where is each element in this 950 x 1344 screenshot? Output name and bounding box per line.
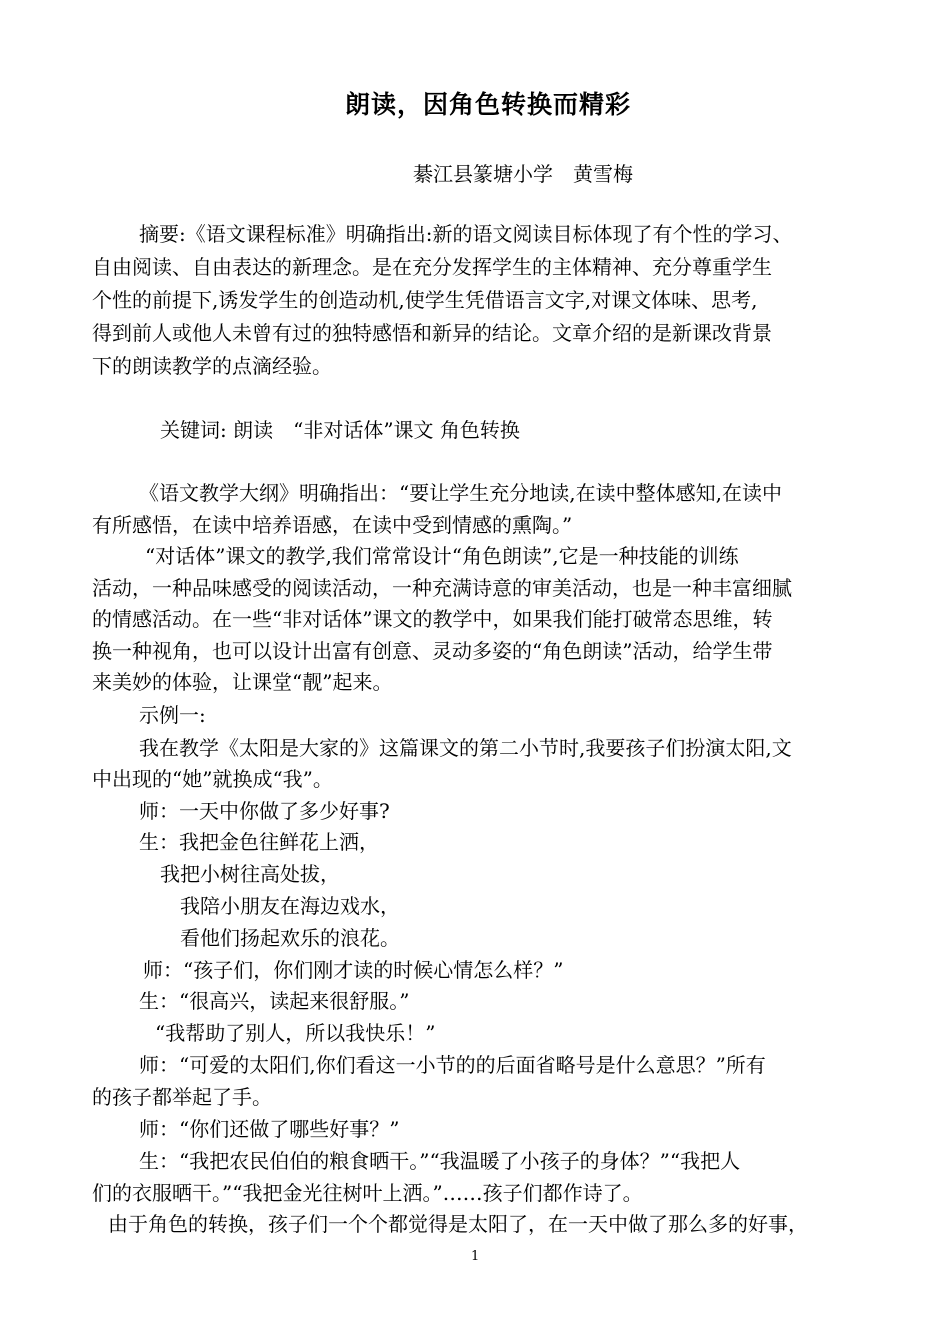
body-line: “我帮助了别人，所以我快乐！” — [155, 1021, 436, 1045]
body-line: 们的衣服晒干。”“我把金光往树叶上洒。”……孩子们都作诗了。 — [92, 1181, 643, 1205]
body-line: 生：我把金色往鲜花上洒， — [139, 830, 379, 854]
body-line: 《语文教学大纲》明确指出：“要让学生充分地读,在读中整体感知,在读中 — [139, 481, 782, 505]
body-line: 有所感悟，在读中培养语感，在读中受到情感的熏陶。” — [92, 513, 573, 537]
body-line: 看他们扬起欢乐的浪花。 — [180, 926, 400, 950]
keywords-line: 关键词: 朗读 “非对话体”课文 角色转换 — [160, 418, 520, 442]
author-line: 綦江县篆塘小学 黄雪梅 — [413, 162, 633, 186]
body-line: 的孩子都举起了手。 — [92, 1085, 272, 1109]
body-line: 我在教学《太阳是大家的》这篇课文的第二小节时,我要孩子们扮演太阳,文 — [139, 736, 792, 760]
body-line: 师：一天中你做了多少好事? — [139, 799, 390, 823]
abstract-line: 摘要:《语文课程标准》明确指出:新的语文阅读目标体现了有个性的学习、 — [139, 222, 793, 246]
body-line: 师：“你们还做了哪些好事？” — [139, 1117, 400, 1141]
body-line: 示例一: — [139, 703, 206, 727]
body-line: 活动，一种品味感受的阅读活动，一种充满诗意的审美活动，也是一种丰富细腻 — [92, 576, 792, 600]
body-line: 生：“很高兴，读起来很舒服。” — [139, 989, 410, 1013]
body-line: 换一种视角，也可以设计出富有创意、灵动多姿的“角色朗读”活动，给学生带 — [92, 639, 773, 663]
body-line: 我把小树往高处拔， — [160, 862, 340, 886]
body-line: 师：“可爱的太阳们,你们看这一小节的的后面省略号是什么意思？”所有 — [139, 1053, 766, 1077]
body-line: “对话体”课文的教学,我们常常设计“角色朗读”,它是一种技能的训练 — [145, 544, 739, 568]
body-line: 由于角色的转换，孩子们一个个都觉得是太阳了，在一天中做了那么多的好事， — [108, 1212, 808, 1236]
body-line: 师：“孩子们，你们刚才读的时候心情怎么样？” — [143, 958, 564, 982]
abstract-line: 得到前人或他人未曾有过的独特感悟和新异的结论。文章介绍的是新课改背景 — [92, 321, 772, 345]
page-title: 朗读，因角色转换而精彩 — [345, 90, 632, 119]
body-line: 中出现的“她”就换成“我”。 — [92, 767, 333, 791]
page-number: 1 — [471, 1249, 480, 1264]
body-line: 我陪小朋友在海边戏水， — [180, 894, 400, 918]
body-line: 来美妙的体验，让课堂“靓”起来。 — [92, 670, 393, 694]
abstract-line: 下的朗读教学的点滴经验。 — [92, 354, 332, 378]
abstract-line: 自由阅读、自由表达的新理念。是在充分发挥学生的主体精神、充分尊重学生 — [92, 255, 772, 279]
body-line: 的情感活动。在一些“非对话体”课文的教学中，如果我们能打破常态思维，转 — [92, 607, 773, 631]
abstract-line: 个性的前提下,诱发学生的创造动机,使学生凭借语言文字,对课文体味、思考, — [92, 288, 758, 312]
body-line: 生：“我把农民伯伯的粮食晒干。”“我温暖了小孩子的身体？”“我把人 — [139, 1149, 741, 1173]
